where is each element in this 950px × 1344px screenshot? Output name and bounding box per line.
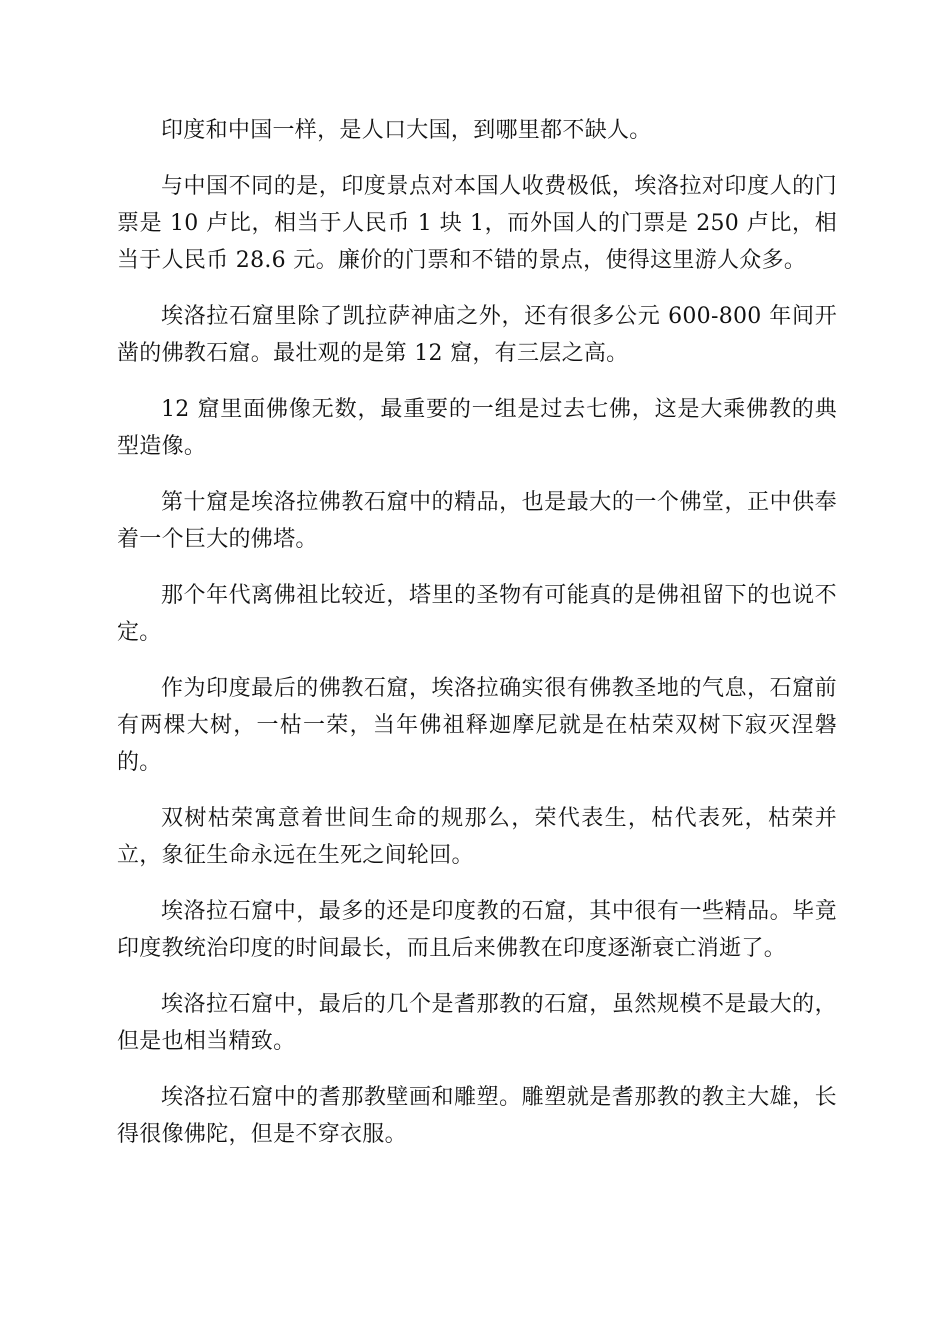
paragraph: 埃洛拉石窟中，最多的还是印度教的石窟，其中很有一些精品。毕竟印度教统治印度的时间最长，而且后来佛教在印度逐渐衰亡消逝了。 — [117, 899, 837, 961]
paragraph: 双树枯荣寓意着世间生命的规那么，荣代表生，枯代表死，枯荣并立，象征生命永远在生死之间轮回。 — [117, 806, 837, 868]
paragraph: 埃洛拉石窟中的耆那教壁画和雕塑。雕塑就是耆那教的教主大雄，长得很像佛陀，但是不穿衣服。 — [117, 1085, 837, 1147]
paragraph: 作为印度最后的佛教石窟，埃洛拉确实很有佛教圣地的气息，石窟前有两棵大树，一枯一荣，当年佛祖释迦摩尼就是在枯荣双树下寂灭涅磐的。 — [117, 676, 837, 775]
paragraph: 埃洛拉石窟中，最后的几个是耆那教的石窟，虽然规模不是最大的，但是也相当精致。 — [117, 992, 837, 1054]
paragraph: 埃洛拉石窟里除了凯拉萨神庙之外，还有很多公元 600-800 年间开凿的佛教石窟。最壮观的是第 12 窟，有三层之高。 — [117, 304, 837, 366]
paragraph: 与中国不同的是，印度景点对本国人收费极低，埃洛拉对印度人的门票是 10 卢比，相当于人民币 1 块 1，而外国人的门票是 250 卢比，相当于人民币 28.6 元。廉价的门票和不错的景点，使得这里游人众多。 — [117, 174, 837, 273]
paragraph: 印度和中国一样，是人口大国，到哪里都不缺人。 — [161, 118, 652, 143]
paragraph: 12 窟里面佛像无数，最重要的一组是过去七佛，这是大乘佛教的典型造像。 — [117, 397, 837, 459]
document-body — [117, 112, 837, 1172]
paragraph: 第十窟是埃洛拉佛教石窟中的精品，也是最大的一个佛堂，正中供奉着一个巨大的佛塔。 — [117, 490, 837, 552]
paragraph: 那个年代离佛祖比较近，塔里的圣物有可能真的是佛祖留下的也说不定。 — [117, 583, 837, 645]
